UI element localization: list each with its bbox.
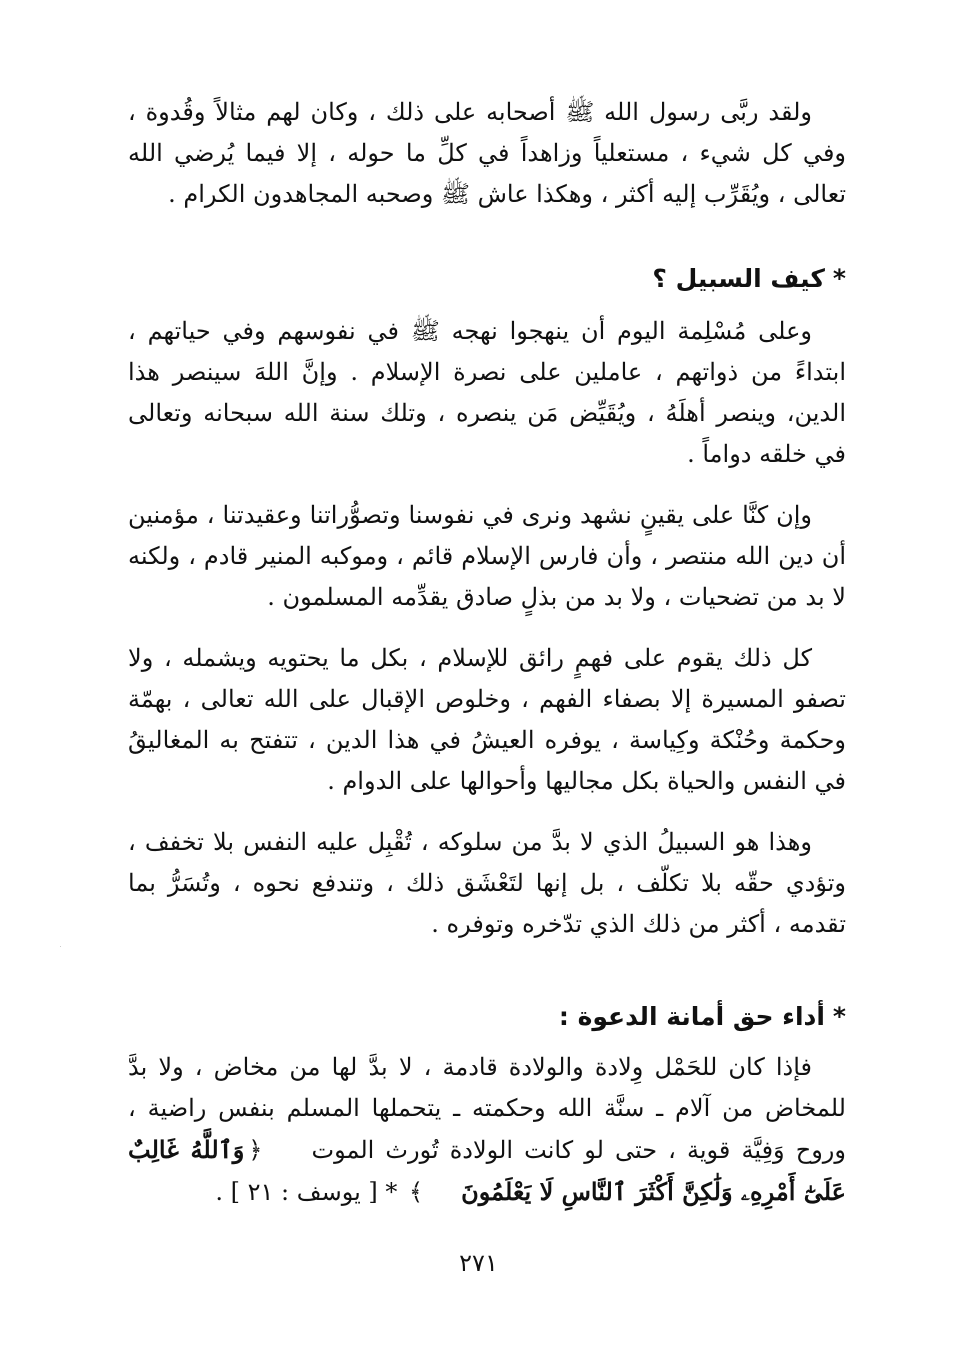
heading-star-icon: *	[832, 1002, 846, 1031]
verse-citation: [ يوسف : ٢١ ] .	[215, 1178, 378, 1206]
section-title: كيف السبيل ؟	[652, 264, 825, 293]
page-number: ٢٧١	[459, 1249, 498, 1277]
page-body	[128, 92, 846, 1213]
citation-star-icon: *	[385, 1178, 398, 1206]
heading-star-icon: *	[832, 264, 846, 293]
paragraph: كل ذلك يقوم على فهمٍ رائق للإسلام ، بكل ما يحتويه ويشمله ، ولا تصفو المسيرة إلا بصفاء الفهم ، وخلوص الإقبال على الله تعالى ، بهمّة وحكمة وحُنْكة وكِياسة ، يوفره العيشُ في هذا الدين ، تتفتح به المغاليقُ في النفس والحياة بكل مجاليها وأحوالها على الدوام .	[128, 644, 846, 795]
margin-dot	[60, 946, 61, 947]
quran-bracket-open-icon: ﴿	[248, 1136, 263, 1164]
quran-verse: وَٱللَّهُ غَالِبٌ عَلَىٰٓ أَمْرِهِۦ وَلَٰكِنَّ أَكْثَرَ ٱلنَّاسِ لَا يَعْلَمُونَ	[128, 1135, 846, 1206]
paragraph: وعلى مُسْلِمة اليوم أن ينهجوا نهجه ﷺ في نفوسهم وفي حياتهم ، ابتداءً من ذواتهم ، عاملين على نصرة الإسلام . وإنَّ اللهَ سينصر هذا الدين، وينصر أهلَهُ ، ويُقَيِّض مَن ينصره ، وتلك سنة الله سبحانه وتعالى في خلقه دواماً .	[128, 317, 846, 468]
paragraph: وهذا هو السبيلُ الذي لا بدَّ من سلوكه ، تُقْبِل عليه النفس بلا تخفف ، وتؤدي حقّه بلا تكلّف ، بل إنها لتَعْشَق ذلك ، وتندفع نحوه ، وتُسَرُّ بما تقدمه ، أكثر من ذلك الذي تدّخره وتوفره .	[128, 828, 846, 938]
section-title: أداء حق أمانة الدعوة :	[558, 1002, 825, 1031]
quran-bracket-close-icon: ﴾	[409, 1178, 424, 1206]
intro-paragraph: ولقد ربَّى رسول الله ﷺ أصحابه على ذلك ، وكان لهم مثالاً وقُدوة ، وفي كل شيء ، مستعلياً وزاهداً في كلِّ ما حوله ، إلا فيما يُرضي الله تعالى ، ويُقَرِّب إليه أكثر ، وهكذا عاش ﷺ وصحبه المجاهدون الكرام .	[128, 98, 846, 208]
section-heading-how-is-the-way	[128, 259, 846, 299]
paragraph-text: فإذا كان للحَمْل وِلادة والولادة قادمة ، لا بدَّ لها من مخاض ، ولا بدَّ للمخاض من آلام ـ سنَّة الله وحكمته ـ يتحملها المسلم بنفس راضية ، وروح وَفِيَّة قوية ، حتى لو كانت الولادة تُورث الموت	[128, 1053, 846, 1164]
paragraph: وإن كنَّا على يقينٍ نشهد ونرى في نفوسنا وتصوُّراتنا وعقيدتنا ، مؤمنين أن دين الله منتصر ، وأن فارس الإسلام قائم ، وموكبه المنير قادم ، ولكنه لا بد من تضحيات ، ولا بد من بذلٍ صادق يقدِّمه المسلمون .	[128, 501, 846, 611]
paragraph-with-quote	[128, 1047, 846, 1213]
section-heading-dawah-trust	[128, 997, 846, 1037]
